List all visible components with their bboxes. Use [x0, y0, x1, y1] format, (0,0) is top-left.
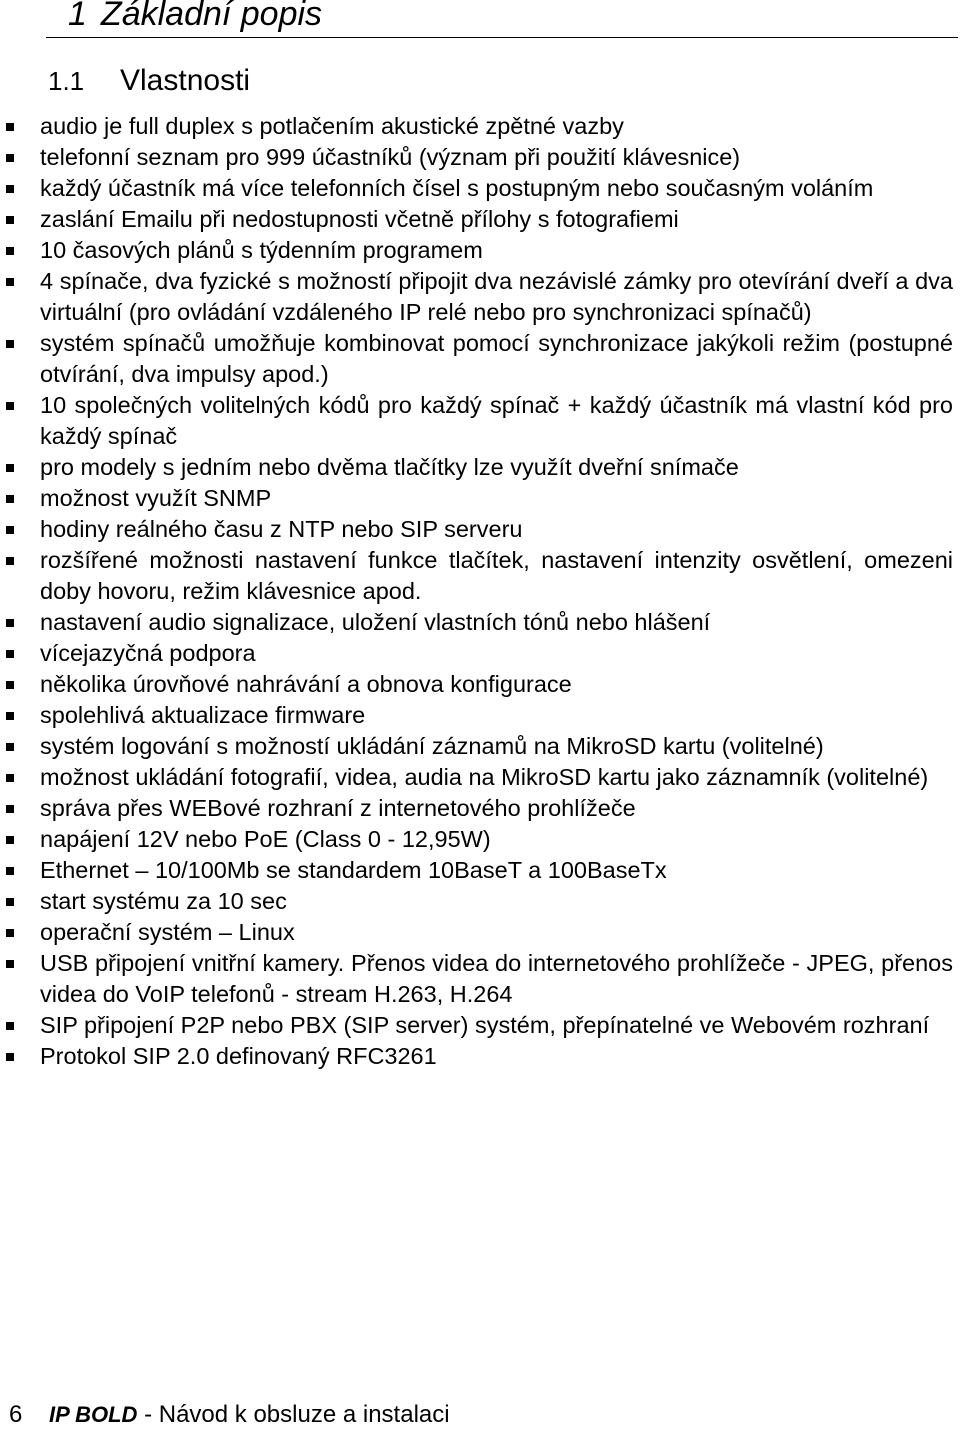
square-bullet-icon — [6, 154, 14, 162]
feature-list-item — [40, 824, 953, 855]
square-bullet-icon — [6, 712, 14, 720]
square-bullet-icon — [6, 526, 14, 534]
feature-list-item — [40, 855, 953, 886]
square-bullet-icon — [6, 340, 14, 348]
square-bullet-icon — [6, 402, 14, 410]
square-bullet-icon — [6, 619, 14, 627]
feature-list-item — [40, 111, 953, 142]
square-bullet-icon — [6, 185, 14, 193]
square-bullet-icon — [6, 867, 14, 875]
square-bullet-icon — [6, 495, 14, 503]
section-number: 1.1 — [48, 66, 85, 96]
footer-brand: IP BOLD — [49, 1402, 138, 1427]
feature-list-item — [40, 545, 953, 607]
feature-text: systém spínačů umožňuje kombinovat pomocí synchronizace jakýkoli režim (postupné otvírání, dva impulsy apod.) — [40, 330, 953, 387]
feature-text: audio je full duplex s potlačením akustické zpětné vazby — [40, 113, 624, 139]
feature-list-item — [40, 173, 953, 204]
feature-text: systém logování s možností ukládání záznamů na MikroSD kartu (volitelné) — [40, 733, 824, 759]
feature-list-item — [40, 142, 953, 173]
feature-text: Protokol SIP 2.0 definovaný RFC3261 — [40, 1043, 437, 1069]
feature-list-item — [40, 1041, 953, 1072]
feature-text: zaslání Emailu při nedostupnosti včetně přílohy s fotografiemi — [40, 206, 679, 232]
feature-text: pro modely s jedním nebo dvěma tlačítky lze využít dveřní snímače — [40, 454, 739, 480]
square-bullet-icon — [6, 650, 14, 658]
feature-list-item — [40, 917, 953, 948]
feature-list-item — [40, 793, 953, 824]
square-bullet-icon — [6, 1022, 14, 1030]
feature-list-item — [40, 514, 953, 545]
footer-title: - Návod k obsluze a instalaci — [137, 1401, 450, 1428]
section-heading — [48, 63, 250, 99]
feature-text: start systému za 10 sec — [40, 888, 287, 914]
section-title: Vlastnosti — [120, 64, 251, 97]
feature-list-item — [40, 886, 953, 917]
square-bullet-icon — [6, 557, 14, 565]
feature-list-item — [40, 948, 953, 1010]
square-bullet-icon — [6, 681, 14, 689]
feature-text: rozšířené možnosti nastavení funkce tlačítek, nastavení intenzity osvětlení, omezeni doby hovoru, režim klávesnice apod. — [40, 547, 953, 604]
feature-text: každý účastník má více telefonních čísel s postupným nebo současným voláním — [40, 175, 874, 201]
square-bullet-icon — [6, 805, 14, 813]
feature-list-item — [40, 452, 953, 483]
feature-text: nastavení audio signalizace, uložení vlastních tónů nebo hlášení — [40, 609, 711, 635]
feature-list-item — [40, 731, 953, 762]
square-bullet-icon — [6, 123, 14, 131]
square-bullet-icon — [6, 898, 14, 906]
feature-list-item — [40, 204, 953, 235]
feature-text: několika úrovňové nahrávání a obnova konfigurace — [40, 671, 572, 697]
feature-text: vícejazyčná podpora — [40, 640, 256, 666]
feature-text: 4 spínače, dva fyzické s možností připojit dva nezávislé zámky pro otevírání dveří a dva virtuální (pro ovládání vzdáleného IP relé nebo pro synchronizaci spínačů) — [40, 268, 953, 325]
feature-text: spolehlivá aktualizace firmware — [40, 702, 366, 728]
square-bullet-icon — [6, 464, 14, 472]
feature-text: 10 společných volitelných kódů pro každý spínač + každý účastník má vlastní kód pro každý spínač — [40, 392, 953, 449]
chapter-heading — [68, 0, 322, 34]
feature-text: možnost ukládání fotografií, videa, audia na MikroSD kartu jako záznamník (volitelné) — [40, 764, 929, 790]
chapter-number: 1 — [68, 0, 87, 33]
feature-list-item — [40, 700, 953, 731]
feature-text: telefonní seznam pro 999 účastníků (význam při použití klávesnice) — [40, 144, 741, 170]
square-bullet-icon — [6, 247, 14, 255]
feature-text: 10 časových plánů s týdenním programem — [40, 237, 483, 263]
square-bullet-icon — [6, 836, 14, 844]
feature-text: Ethernet – 10/100Mb se standardem 10BaseT a 100BaseTx — [40, 857, 667, 883]
chapter-title: Základní popis — [100, 0, 323, 33]
square-bullet-icon — [6, 1053, 14, 1061]
feature-list-item — [40, 669, 953, 700]
feature-list-item — [40, 607, 953, 638]
square-bullet-icon — [6, 743, 14, 751]
feature-text: operační systém – Linux — [40, 919, 295, 945]
square-bullet-icon — [6, 774, 14, 782]
feature-text: SIP připojení P2P nebo PBX (SIP server) systém, přepínatelné ve Webovém rozhraní — [40, 1012, 930, 1038]
feature-text: napájení 12V nebo PoE (Class 0 - 12,95W) — [40, 826, 491, 852]
page-number: 6 — [9, 1401, 23, 1428]
feature-list — [40, 111, 953, 1072]
feature-list-item — [40, 266, 953, 328]
square-bullet-icon — [6, 278, 14, 286]
feature-list-item — [40, 328, 953, 390]
feature-text: hodiny reálného času z NTP nebo SIP serveru — [40, 516, 523, 542]
feature-list-item — [40, 1010, 953, 1041]
feature-text: správa přes WEBové rozhraní z internetového prohlížeče — [40, 795, 636, 821]
heading-rule — [46, 37, 958, 38]
feature-text: USB připojení vnitřní kamery. Přenos videa do internetového prohlížeče - JPEG, přenos videa do VoIP telefonů - stream H.263, H.264 — [40, 950, 953, 1007]
feature-list-item — [40, 390, 953, 452]
feature-list-item — [40, 762, 953, 793]
feature-list-item — [40, 483, 953, 514]
square-bullet-icon — [6, 960, 14, 968]
square-bullet-icon — [6, 929, 14, 937]
feature-text: možnost využít SNMP — [40, 485, 272, 511]
square-bullet-icon — [6, 216, 14, 224]
feature-list-item — [40, 235, 953, 266]
feature-list-item — [40, 638, 953, 669]
